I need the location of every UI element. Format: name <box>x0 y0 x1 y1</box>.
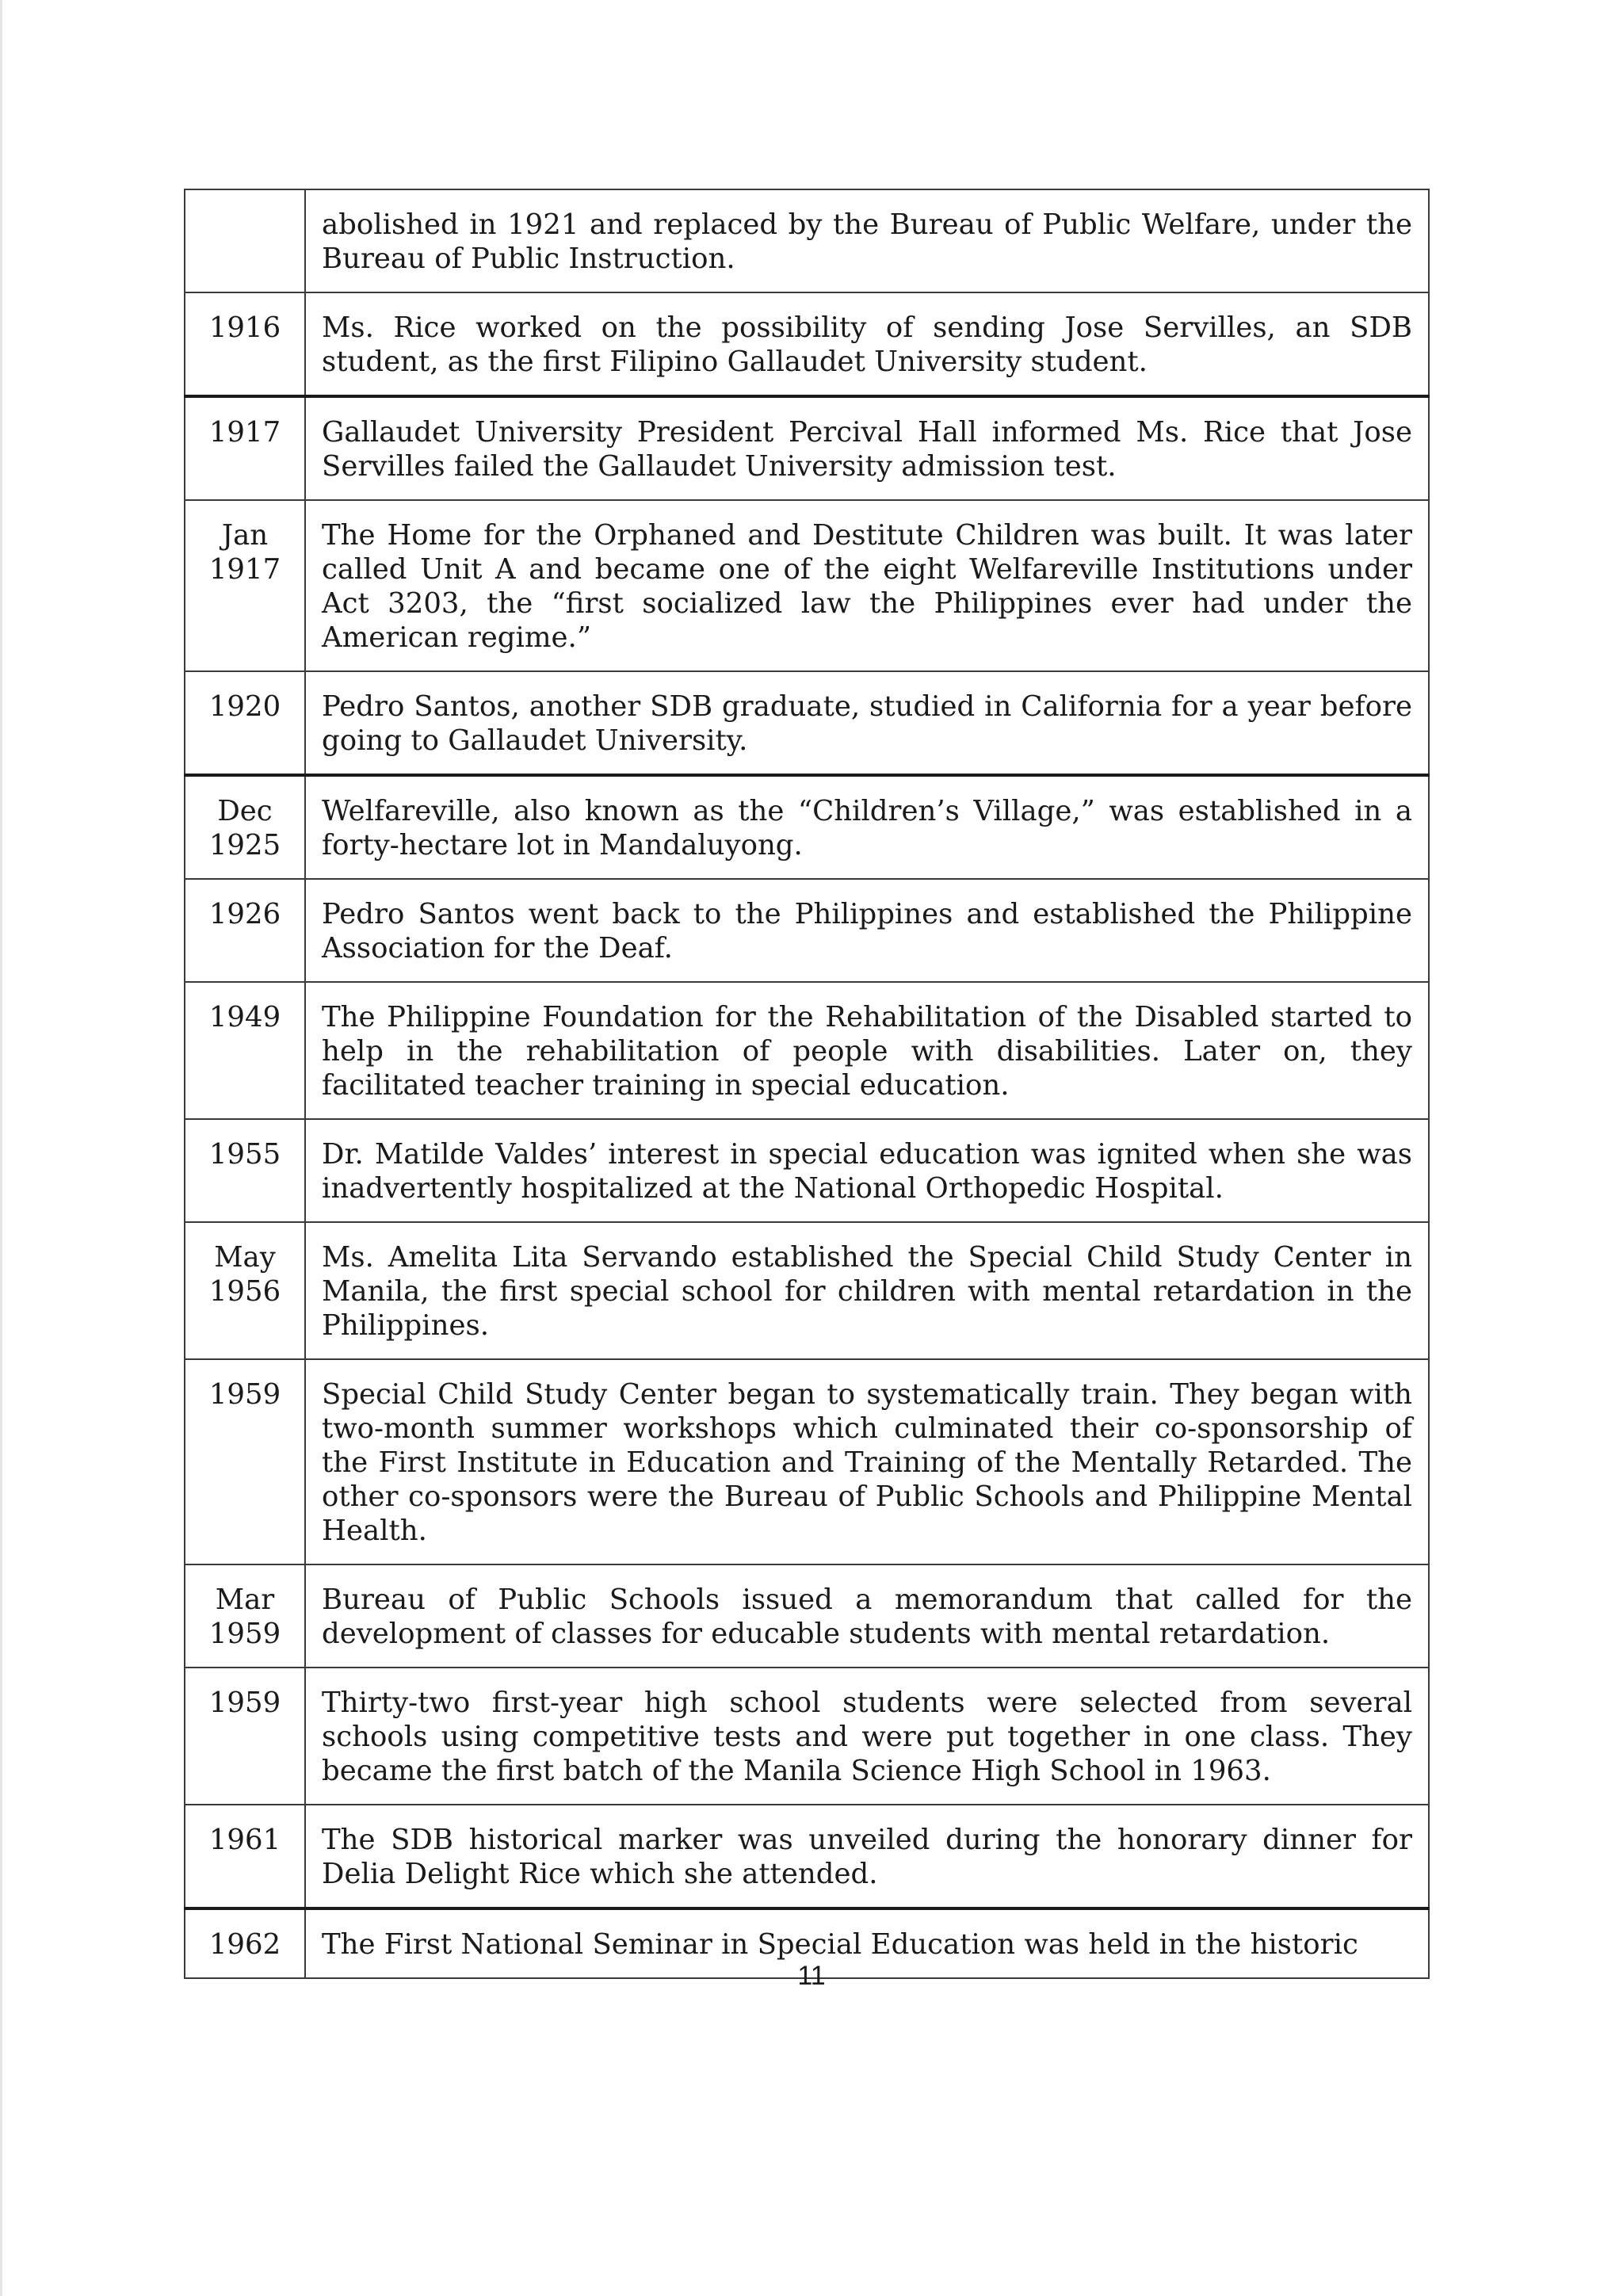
table-row <box>185 292 1429 396</box>
event-cell: Pedro Santos went back to the Philippines and established the Philippine Association for the Deaf. <box>305 879 1429 982</box>
table-row <box>185 775 1429 879</box>
event-cell: Ms. Rice worked on the possibility of sending Jose Servilles, an SDB student, as the first Filipino Gallaudet University student. <box>305 292 1429 396</box>
table-row <box>185 1668 1429 1805</box>
timeline-table <box>184 189 1430 1979</box>
date-cell: 1961 <box>185 1805 305 1908</box>
date-cell: 1959 <box>185 1668 305 1805</box>
event-cell: Bureau of Public Schools issued a memorandum that called for the development of classes for educable students with mental retardation. <box>305 1564 1429 1668</box>
table-row <box>185 1359 1429 1564</box>
date-cell: 1920 <box>185 671 305 775</box>
table-row <box>185 1805 1429 1908</box>
table-row <box>185 500 1429 671</box>
table-row <box>185 1222 1429 1359</box>
timeline-body <box>185 189 1429 1978</box>
event-cell: Ms. Amelita Lita Servando established the Special Child Study Center in Manila, the first special school for children with mental retardation in the Philippines. <box>305 1222 1429 1359</box>
table-row <box>185 1564 1429 1668</box>
event-cell: Welfareville, also known as the “Children’s Village,” was established in a forty-hectare lot in Mandaluyong. <box>305 775 1429 879</box>
event-cell: abolished in 1921 and replaced by the Bureau of Public Welfare, under the Bureau of Public Instruction. <box>305 189 1429 292</box>
date-cell: Mar 1959 <box>185 1564 305 1668</box>
event-cell: The SDB historical marker was unveiled during the honorary dinner for Delia Delight Rice which she attended. <box>305 1805 1429 1908</box>
date-cell: Jan 1917 <box>185 500 305 671</box>
page-edge <box>0 0 2 2296</box>
table-row <box>185 982 1429 1119</box>
event-cell: Thirty-two first-year high school students were selected from several schools using competitive tests and were put together in one class. They became the first batch of the Manila Science High School in 1963. <box>305 1668 1429 1805</box>
date-cell <box>185 189 305 292</box>
table-row <box>185 396 1429 500</box>
page-number: 11 <box>797 1961 826 1991</box>
date-cell: 1917 <box>185 396 305 500</box>
date-cell: May 1956 <box>185 1222 305 1359</box>
date-cell: 1916 <box>185 292 305 396</box>
date-cell: 1959 <box>185 1359 305 1564</box>
date-cell: 1962 <box>185 1908 305 1978</box>
table-row <box>185 189 1429 292</box>
event-cell: The First National Seminar in Special Education was held in the historic <box>305 1908 1429 1978</box>
event-cell: The Home for the Orphaned and Destitute Children was built. It was later called Unit A and became one of the eight Welfareville Institutions under Act 3203, the “first socialized law the Philippines ever had under the American regime.” <box>305 500 1429 671</box>
event-cell: The Philippine Foundation for the Rehabilitation of the Disabled started to help in the rehabilitation of people with disabilities. Later on, they facilitated teacher training in special education. <box>305 982 1429 1119</box>
date-cell: 1926 <box>185 879 305 982</box>
table-row <box>185 879 1429 982</box>
table-row <box>185 671 1429 775</box>
date-cell: 1949 <box>185 982 305 1119</box>
event-cell: Gallaudet University President Percival Hall informed Ms. Rice that Jose Servilles failed the Gallaudet University admission test. <box>305 396 1429 500</box>
table-row <box>185 1119 1429 1222</box>
date-cell: 1955 <box>185 1119 305 1222</box>
event-cell: Pedro Santos, another SDB graduate, studied in California for a year before going to Gallaudet University. <box>305 671 1429 775</box>
event-cell: Dr. Matilde Valdes’ interest in special education was ignited when she was inadvertently hospitalized at the National Orthopedic Hospital. <box>305 1119 1429 1222</box>
event-cell: Special Child Study Center began to systematically train. They began with two-month summer workshops which culminated their co-sponsorship of the First Institute in Education and Training of the Mentally Retarded. The other co-sponsors were the Bureau of Public Schools and Philippine Mental Health. <box>305 1359 1429 1564</box>
date-cell: Dec 1925 <box>185 775 305 879</box>
